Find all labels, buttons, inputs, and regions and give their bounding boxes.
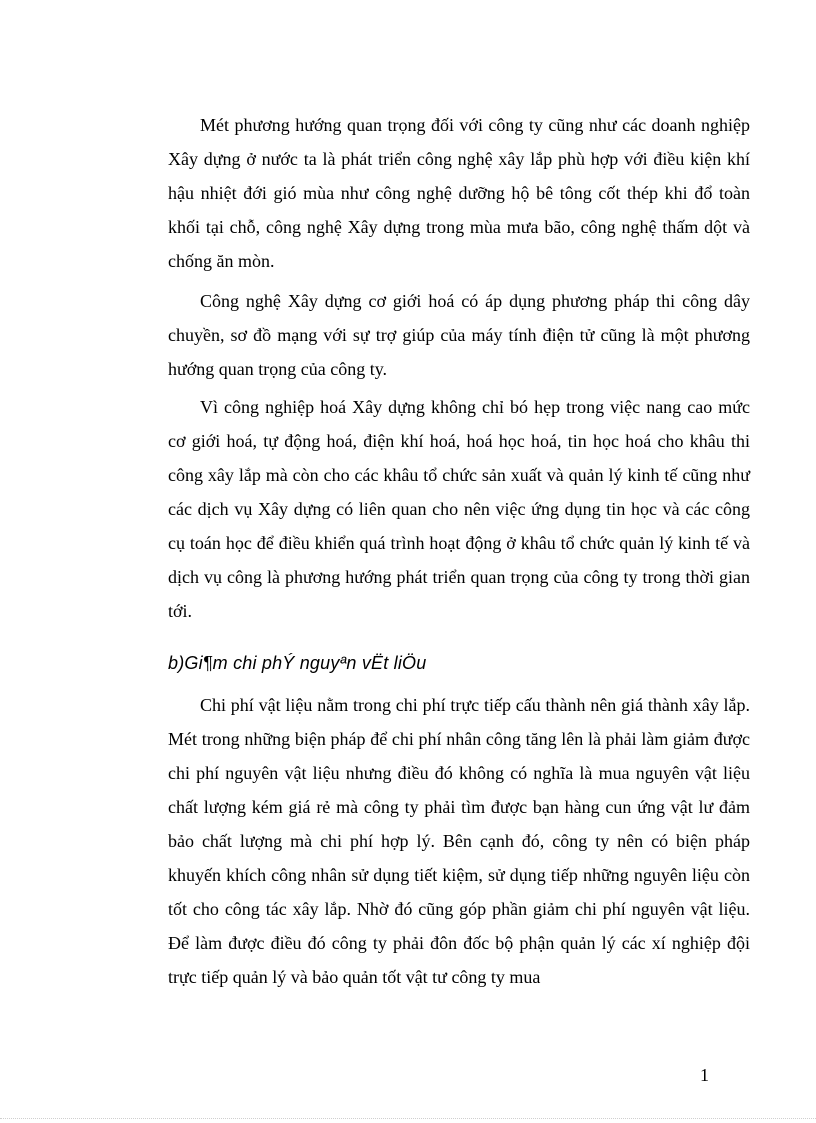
paragraph: Công nghệ Xây dựng cơ giới hoá có áp dụng phương pháp thi công dây chuyền, sơ đồ mạng với sự trợ giúp của máy tính điện tử cũng là một phương hướng quan trọng của công ty. [168, 291, 750, 379]
paragraph: Vì công nghiệp hoá Xây dựng không chỉ bó hẹp trong việc nang cao mức cơ giới hoá, tự động hoá, điện khí hoá, hoá học hoá, tin học hoá cho khâu thi công xây lắp mà còn cho các khâu tổ chức sản xuất và quản lý kinh tế cũng như các dịch vụ Xây dựng có liên quan cho nên việc ứng dụng tin học và các công cụ toán học để điều khiển quá trình hoạt động ở khâu tổ chức quản lý kinh tế và dịch vụ công là phương hướng phát triển quan trọng của công ty trong thời gian tới. [168, 397, 750, 621]
paragraph: Mét phương hướng quan trọng đối với công ty cũng như các doanh nghiệp Xây dựng ở nước ta là phát triển công nghệ xây lắp phù hợp với điều kiện khí hậu nhiệt đới gió mùa như công nghệ dưỡng hộ bê tông cốt thép khi đổ toàn khối tại chỗ, công nghệ Xây dựng trong mùa mưa bão, công nghệ thấm dột và chống ăn mòn. [168, 115, 750, 271]
paragraph-3-block [168, 390, 750, 628]
paragraph-2-block [168, 284, 750, 386]
section-heading: b)Gi¶m chi phÝ nguyªn vËt liÖu [168, 653, 427, 673]
paragraph-4-block [168, 688, 750, 994]
paragraph: Chi phí vật liệu nằm trong chi phí trực tiếp cấu thành nên giá thành xây lắp. Mét trong những biện pháp để chi phí nhân công tăng lên là phải làm giảm được chi phí nguyên vật liệu nhưng điều đó không có nghĩa là mua nguyên vật liệu chất lượng kém giá rẻ mà công ty phải tìm được bạn hàng cun ứng vật lư đảm bảo chất lượng mà chi phí hợp lý. Bên cạnh đó, công ty nên có biện pháp khuyến khích công nhân sử dụng tiết kiệm, sử dụng tiếp những nguyên liệu còn tốt cho công tác xây lắp. Nhờ đó cũng góp phần giảm chi phí nguyên vật liệu. Để làm được điều đó công ty phải đôn đốc bộ phận quản lý các xí nghiệp đội trực tiếp quản lý và bảo quản tốt vật tư công ty mua [168, 695, 750, 987]
paragraph-1-block [168, 108, 750, 278]
page-number: 1 [700, 1065, 709, 1085]
page-bottom-divider [0, 1118, 816, 1119]
